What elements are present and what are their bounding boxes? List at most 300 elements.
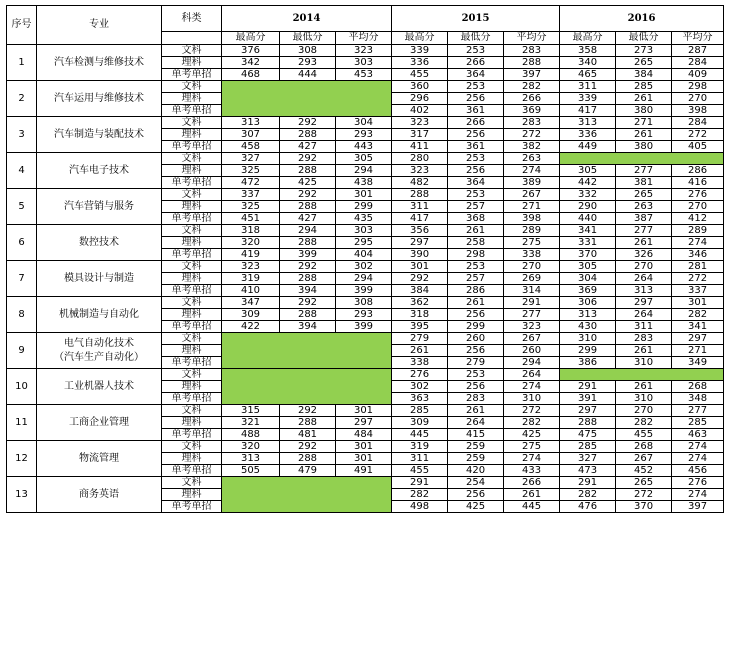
score-avg-2016: 281 (672, 261, 724, 273)
score-min-2016: 311 (616, 321, 672, 333)
score-min-2014: 292 (280, 441, 336, 453)
major-name-line: 汽车电子技术 (69, 164, 129, 176)
table-row (7, 225, 724, 237)
header-max-2014: 最高分 (222, 32, 280, 45)
score-max-2016: 305 (560, 165, 616, 177)
score-min-2016: 310 (616, 357, 672, 369)
score-max-2016: 430 (560, 321, 616, 333)
score-min-2016: 273 (616, 45, 672, 57)
category-wenke: 文科 (162, 405, 222, 417)
score-avg-2016: 341 (672, 321, 724, 333)
major-name (37, 153, 162, 189)
no-data-block-2014 (222, 477, 392, 513)
score-max-2015: 336 (392, 57, 448, 69)
score-max-2016: 291 (560, 477, 616, 489)
score-avg-2015: 323 (504, 321, 560, 333)
score-max-2015: 455 (392, 465, 448, 477)
score-min-2016: 297 (616, 297, 672, 309)
table-row (7, 153, 724, 165)
score-avg-2014: 295 (336, 237, 392, 249)
category-wenke: 文科 (162, 297, 222, 309)
score-avg-2015: 291 (504, 297, 560, 309)
score-max-2014: 325 (222, 165, 280, 177)
score-min-2015: 253 (448, 261, 504, 273)
major-name (37, 189, 162, 225)
score-min-2015: 253 (448, 45, 504, 57)
score-min-2015: 260 (448, 333, 504, 345)
score-min-2016: 381 (616, 177, 672, 189)
score-avg-2014: 443 (336, 141, 392, 153)
no-data-block-2014 (222, 81, 392, 117)
score-avg-2015: 289 (504, 225, 560, 237)
score-min-2015: 256 (448, 93, 504, 105)
category-dankao: 单考单招 (162, 69, 222, 81)
score-avg-2014: 301 (336, 441, 392, 453)
score-min-2016: 380 (616, 105, 672, 117)
row-index: 11 (7, 405, 37, 441)
score-min-2015: 253 (448, 189, 504, 201)
score-avg-2015: 274 (504, 165, 560, 177)
score-min-2014: 292 (280, 189, 336, 201)
score-min-2015: 266 (448, 57, 504, 69)
score-max-2016: 336 (560, 129, 616, 141)
row-index: 5 (7, 189, 37, 225)
score-avg-2016: 397 (672, 501, 724, 513)
score-max-2014: 451 (222, 213, 280, 225)
score-avg-2015: 314 (504, 285, 560, 297)
score-avg-2014: 305 (336, 153, 392, 165)
category-wenke: 文科 (162, 45, 222, 57)
score-min-2015: 286 (448, 285, 504, 297)
header-year-2015: 2015 (392, 6, 560, 32)
score-min-2015: 420 (448, 465, 504, 477)
table-row (7, 261, 724, 273)
score-min-2015: 253 (448, 81, 504, 93)
score-min-2015: 256 (448, 345, 504, 357)
score-avg-2014: 302 (336, 261, 392, 273)
score-max-2014: 327 (222, 153, 280, 165)
score-avg-2014: 438 (336, 177, 392, 189)
header-index: 序号 (7, 6, 37, 45)
category-like: 理科 (162, 309, 222, 321)
score-min-2014: 292 (280, 405, 336, 417)
category-like: 理科 (162, 129, 222, 141)
major-name-line: 工业机器人技术 (64, 380, 134, 392)
score-min-2016: 270 (616, 405, 672, 417)
header-category: 科类 (162, 6, 222, 32)
major-name (37, 225, 162, 261)
score-avg-2016: 284 (672, 117, 724, 129)
score-max-2016: 449 (560, 141, 616, 153)
score-min-2015: 256 (448, 489, 504, 501)
score-avg-2014: 301 (336, 189, 392, 201)
admission-score-table (6, 5, 724, 513)
score-max-2014: 313 (222, 453, 280, 465)
table-row (7, 333, 724, 345)
score-max-2015: 395 (392, 321, 448, 333)
score-max-2015: 339 (392, 45, 448, 57)
score-max-2016: 285 (560, 441, 616, 453)
score-min-2016: 285 (616, 81, 672, 93)
major-name (37, 405, 162, 441)
score-avg-2014: 304 (336, 117, 392, 129)
score-avg-2015: 263 (504, 153, 560, 165)
score-avg-2014: 294 (336, 273, 392, 285)
score-min-2015: 256 (448, 309, 504, 321)
score-min-2015: 298 (448, 249, 504, 261)
score-avg-2015: 369 (504, 105, 560, 117)
row-index: 3 (7, 117, 37, 153)
score-avg-2016: 268 (672, 381, 724, 393)
category-dankao: 单考单招 (162, 501, 222, 513)
score-avg-2014: 303 (336, 225, 392, 237)
major-name-line: 汽车检测与维修技术 (54, 56, 144, 68)
score-avg-2016: 285 (672, 417, 724, 429)
category-like: 理科 (162, 489, 222, 501)
score-avg-2014: 323 (336, 45, 392, 57)
category-dankao: 单考单招 (162, 393, 222, 405)
category-like: 理科 (162, 165, 222, 177)
category-dankao: 单考单招 (162, 465, 222, 477)
major-name (37, 477, 162, 513)
score-min-2016: 313 (616, 285, 672, 297)
score-avg-2014: 484 (336, 429, 392, 441)
score-min-2015: 283 (448, 393, 504, 405)
score-max-2016: 305 (560, 261, 616, 273)
score-max-2015: 276 (392, 369, 448, 381)
score-min-2014: 294 (280, 225, 336, 237)
score-min-2015: 259 (448, 453, 504, 465)
score-avg-2014: 297 (336, 417, 392, 429)
score-max-2016: 341 (560, 225, 616, 237)
score-max-2016: 473 (560, 465, 616, 477)
score-max-2016: 440 (560, 213, 616, 225)
score-max-2015: 261 (392, 345, 448, 357)
category-like: 理科 (162, 417, 222, 429)
table-row (7, 369, 724, 381)
header-avg-2014: 平均分 (336, 32, 392, 45)
score-max-2016: 417 (560, 105, 616, 117)
score-max-2015: 384 (392, 285, 448, 297)
score-avg-2015: 271 (504, 201, 560, 213)
score-avg-2016: 456 (672, 465, 724, 477)
category-wenke: 文科 (162, 477, 222, 489)
category-dankao: 单考单招 (162, 357, 222, 369)
score-min-2014: 288 (280, 201, 336, 213)
major-name-line: 汽车运用与维修技术 (54, 92, 144, 104)
score-avg-2015: 398 (504, 213, 560, 225)
score-min-2015: 415 (448, 429, 504, 441)
score-min-2016: 380 (616, 141, 672, 153)
score-max-2016: 332 (560, 189, 616, 201)
category-dankao: 单考单招 (162, 429, 222, 441)
score-avg-2016: 270 (672, 201, 724, 213)
major-name (37, 261, 162, 297)
score-min-2015: 256 (448, 165, 504, 177)
score-avg-2015: 267 (504, 333, 560, 345)
score-max-2015: 323 (392, 165, 448, 177)
score-max-2015: 338 (392, 357, 448, 369)
category-dankao: 单考单招 (162, 213, 222, 225)
score-min-2015: 254 (448, 477, 504, 489)
score-avg-2015: 270 (504, 261, 560, 273)
score-avg-2014: 453 (336, 69, 392, 81)
score-min-2016: 261 (616, 129, 672, 141)
score-min-2014: 288 (280, 165, 336, 177)
header-category-blank (162, 32, 222, 45)
score-min-2014: 394 (280, 321, 336, 333)
score-min-2015: 256 (448, 129, 504, 141)
score-min-2014: 425 (280, 177, 336, 189)
score-max-2015: 319 (392, 441, 448, 453)
score-max-2015: 411 (392, 141, 448, 153)
score-max-2016: 313 (560, 117, 616, 129)
score-min-2016: 265 (616, 477, 672, 489)
score-min-2016: 387 (616, 213, 672, 225)
score-max-2014: 342 (222, 57, 280, 69)
score-min-2014: 479 (280, 465, 336, 477)
score-max-2015: 317 (392, 129, 448, 141)
score-max-2015: 297 (392, 237, 448, 249)
score-avg-2016: 405 (672, 141, 724, 153)
score-avg-2015: 261 (504, 489, 560, 501)
category-wenke: 文科 (162, 117, 222, 129)
score-min-2015: 257 (448, 273, 504, 285)
table-row (7, 45, 724, 57)
score-max-2014: 315 (222, 405, 280, 417)
score-max-2016: 442 (560, 177, 616, 189)
score-max-2015: 309 (392, 417, 448, 429)
score-max-2015: 311 (392, 453, 448, 465)
score-avg-2015: 264 (504, 369, 560, 381)
score-avg-2016: 297 (672, 333, 724, 345)
category-wenke: 文科 (162, 81, 222, 93)
score-max-2016: 290 (560, 201, 616, 213)
score-min-2016: 267 (616, 453, 672, 465)
score-min-2015: 364 (448, 177, 504, 189)
score-max-2014: 458 (222, 141, 280, 153)
score-avg-2016: 416 (672, 177, 724, 189)
major-name (37, 369, 162, 405)
score-min-2014: 394 (280, 285, 336, 297)
score-max-2015: 282 (392, 489, 448, 501)
major-name-line: 商务英语 (79, 488, 119, 500)
major-name (37, 297, 162, 333)
score-avg-2016: 337 (672, 285, 724, 297)
score-avg-2014: 301 (336, 453, 392, 465)
score-min-2016: 265 (616, 189, 672, 201)
score-min-2016: 261 (616, 237, 672, 249)
score-min-2015: 261 (448, 405, 504, 417)
row-index: 10 (7, 369, 37, 405)
score-max-2016: 304 (560, 273, 616, 285)
score-min-2014: 308 (280, 45, 336, 57)
score-min-2014: 292 (280, 153, 336, 165)
score-avg-2016: 272 (672, 273, 724, 285)
score-max-2014: 347 (222, 297, 280, 309)
score-avg-2015: 272 (504, 129, 560, 141)
score-max-2014: 318 (222, 225, 280, 237)
score-max-2016: 386 (560, 357, 616, 369)
category-like: 理科 (162, 57, 222, 69)
score-max-2015: 292 (392, 273, 448, 285)
score-max-2014: 313 (222, 117, 280, 129)
score-min-2016: 261 (616, 93, 672, 105)
score-min-2014: 292 (280, 297, 336, 309)
score-min-2015: 368 (448, 213, 504, 225)
score-max-2014: 468 (222, 69, 280, 81)
score-min-2014: 288 (280, 273, 336, 285)
score-avg-2015: 266 (504, 93, 560, 105)
score-max-2016: 306 (560, 297, 616, 309)
score-min-2016: 452 (616, 465, 672, 477)
no-data-block-2014 (222, 369, 392, 405)
score-avg-2015: 283 (504, 117, 560, 129)
score-min-2014: 399 (280, 249, 336, 261)
score-avg-2014: 303 (336, 57, 392, 69)
score-max-2015: 360 (392, 81, 448, 93)
score-avg-2015: 389 (504, 177, 560, 189)
score-max-2015: 311 (392, 201, 448, 213)
score-min-2016: 326 (616, 249, 672, 261)
score-min-2015: 364 (448, 69, 504, 81)
score-max-2014: 410 (222, 285, 280, 297)
no-data-block-2016 (560, 369, 724, 381)
category-wenke: 文科 (162, 153, 222, 165)
score-max-2015: 279 (392, 333, 448, 345)
score-min-2014: 427 (280, 141, 336, 153)
score-max-2015: 445 (392, 429, 448, 441)
score-max-2015: 417 (392, 213, 448, 225)
score-max-2014: 320 (222, 237, 280, 249)
score-avg-2016: 348 (672, 393, 724, 405)
row-index: 9 (7, 333, 37, 369)
score-min-2015: 425 (448, 501, 504, 513)
score-avg-2015: 267 (504, 189, 560, 201)
score-avg-2016: 289 (672, 225, 724, 237)
score-min-2014: 293 (280, 57, 336, 69)
major-name-line: 模具设计与制造 (64, 272, 134, 284)
score-avg-2015: 338 (504, 249, 560, 261)
category-like: 理科 (162, 273, 222, 285)
score-max-2016: 475 (560, 429, 616, 441)
score-min-2016: 265 (616, 57, 672, 69)
score-avg-2014: 491 (336, 465, 392, 477)
header-year-2016: 2016 (560, 6, 724, 32)
score-max-2014: 422 (222, 321, 280, 333)
score-avg-2016: 274 (672, 441, 724, 453)
score-min-2015: 259 (448, 441, 504, 453)
row-index: 13 (7, 477, 37, 513)
score-avg-2014: 293 (336, 309, 392, 321)
score-min-2016: 283 (616, 333, 672, 345)
score-min-2015: 257 (448, 201, 504, 213)
score-avg-2015: 425 (504, 429, 560, 441)
major-name (37, 81, 162, 117)
major-name-line: 汽车营销与服务 (64, 200, 134, 212)
header-min-2016: 最低分 (616, 32, 672, 45)
major-name-line: 机械制造与自动化 (59, 308, 139, 320)
score-avg-2016: 346 (672, 249, 724, 261)
score-min-2015: 361 (448, 105, 504, 117)
score-max-2014: 307 (222, 129, 280, 141)
score-max-2014: 419 (222, 249, 280, 261)
score-min-2016: 455 (616, 429, 672, 441)
score-avg-2016: 409 (672, 69, 724, 81)
score-max-2014: 320 (222, 441, 280, 453)
score-avg-2014: 293 (336, 129, 392, 141)
score-avg-2014: 301 (336, 405, 392, 417)
score-min-2016: 272 (616, 489, 672, 501)
category-like: 理科 (162, 201, 222, 213)
score-avg-2014: 294 (336, 165, 392, 177)
score-avg-2016: 463 (672, 429, 724, 441)
score-min-2015: 261 (448, 225, 504, 237)
score-max-2016: 358 (560, 45, 616, 57)
header-avg-2015: 平均分 (504, 32, 560, 45)
score-avg-2016: 412 (672, 213, 724, 225)
category-wenke: 文科 (162, 189, 222, 201)
score-max-2016: 391 (560, 393, 616, 405)
score-avg-2016: 301 (672, 297, 724, 309)
score-min-2014: 288 (280, 453, 336, 465)
score-max-2015: 288 (392, 189, 448, 201)
header-max-2016: 最高分 (560, 32, 616, 45)
score-max-2015: 302 (392, 381, 448, 393)
score-max-2015: 280 (392, 153, 448, 165)
score-min-2016: 264 (616, 309, 672, 321)
score-max-2015: 356 (392, 225, 448, 237)
score-avg-2014: 299 (336, 201, 392, 213)
score-max-2016: 340 (560, 57, 616, 69)
score-max-2014: 319 (222, 273, 280, 285)
score-min-2015: 266 (448, 117, 504, 129)
score-max-2016: 282 (560, 489, 616, 501)
category-wenke: 文科 (162, 261, 222, 273)
score-min-2016: 277 (616, 165, 672, 177)
header-max-2015: 最高分 (392, 32, 448, 45)
score-avg-2015: 275 (504, 237, 560, 249)
score-max-2014: 323 (222, 261, 280, 273)
score-avg-2016: 287 (672, 45, 724, 57)
category-dankao: 单考单招 (162, 285, 222, 297)
score-max-2015: 362 (392, 297, 448, 309)
score-max-2016: 311 (560, 81, 616, 93)
score-avg-2016: 349 (672, 357, 724, 369)
major-name-line: 汽车制造与装配技术 (54, 128, 144, 140)
score-min-2015: 256 (448, 381, 504, 393)
score-max-2016: 465 (560, 69, 616, 81)
major-name-line: 数控技术 (79, 236, 119, 248)
header-avg-2016: 平均分 (672, 32, 724, 45)
score-avg-2016: 277 (672, 405, 724, 417)
score-avg-2015: 272 (504, 405, 560, 417)
score-avg-2015: 266 (504, 477, 560, 489)
major-name-line: 工商企业管理 (69, 416, 129, 428)
score-avg-2015: 397 (504, 69, 560, 81)
category-like: 理科 (162, 237, 222, 249)
score-avg-2015: 274 (504, 453, 560, 465)
score-min-2016: 261 (616, 381, 672, 393)
score-avg-2016: 274 (672, 453, 724, 465)
table-row (7, 405, 724, 417)
header-min-2014: 最低分 (280, 32, 336, 45)
category-wenke: 文科 (162, 369, 222, 381)
score-avg-2015: 288 (504, 57, 560, 69)
row-index: 12 (7, 441, 37, 477)
score-avg-2014: 399 (336, 285, 392, 297)
score-avg-2015: 310 (504, 393, 560, 405)
